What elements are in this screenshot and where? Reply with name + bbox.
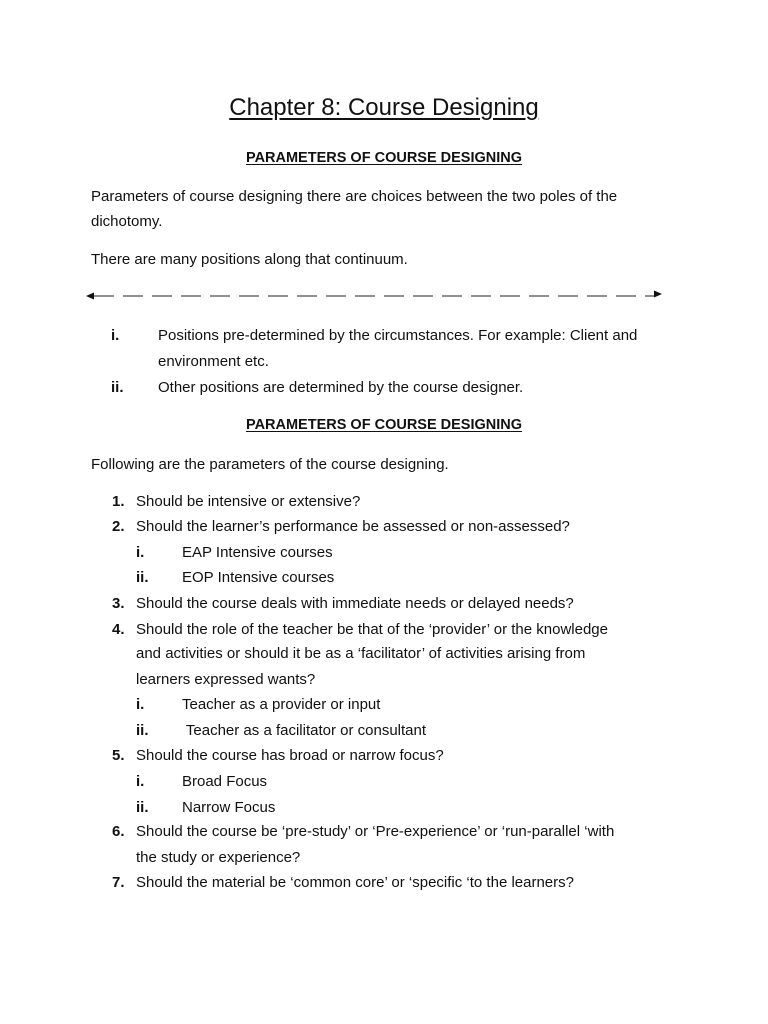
sub-item: EAP Intensive courses (182, 544, 333, 561)
list-item: Should the role of the teacher be that of the ‘provider’ or the knowledge (136, 621, 608, 638)
list-item-number: 5. (112, 747, 125, 764)
right-arrowhead-icon (654, 291, 662, 298)
continuum-paragraph: There are many positions along that continuum. (91, 251, 408, 268)
list-item-number: 6. (112, 823, 125, 840)
sub-item-marker: ii. (136, 722, 149, 739)
position-text: Other positions are determined by the course designer. (158, 379, 524, 396)
sub-item: Narrow Focus (182, 799, 276, 816)
page-title: Chapter 8: Course Designing (229, 94, 539, 121)
sub-item: Broad Focus (182, 773, 268, 790)
position-marker: i. (111, 327, 120, 344)
sub-item-marker: i. (136, 544, 145, 561)
continuum-arrow-diagram (86, 288, 666, 304)
list-item-number: 7. (112, 874, 125, 891)
list-item-number: 2. (112, 518, 125, 535)
position-text-continued: environment etc. (158, 353, 269, 370)
section-heading-2: PARAMETERS OF COURSE DESIGNING (245, 417, 523, 433)
list-item: Should the course be ‘pre-study’ or ‘Pre-experience’ or ‘run-parallel ‘with (136, 823, 615, 840)
list-item-continued: learners expressed wants? (136, 671, 316, 688)
list-item: Should the course has broad or narrow focus? (136, 747, 444, 764)
list-item: Should the learner’s performance be assessed or non-assessed? (136, 518, 570, 535)
list-item: Should be intensive or extensive? (136, 493, 361, 510)
sub-item-marker: ii. (136, 799, 149, 816)
list-item-number: 4. (112, 621, 125, 638)
left-arrowhead-icon (86, 293, 94, 300)
sub-item-marker: ii. (136, 569, 149, 586)
sub-item-marker: i. (136, 696, 145, 713)
list-item: Should the course deals with immediate needs or delayed needs? (136, 595, 574, 612)
list-item-number: 3. (112, 595, 125, 612)
position-marker: ii. (111, 379, 124, 396)
position-text: Positions pre-determined by the circumstances. For example: Client and (158, 327, 638, 344)
list-item: Should the material be ‘common core’ or ‘specific ‘to the learners? (136, 874, 574, 891)
intro-paragraph: Parameters of course designing there are choices between the two poles of the dichotomy. (91, 188, 618, 230)
parameters-intro: Following are the parameters of the course designing. (91, 456, 449, 473)
list-item-continued: the study or experience? (136, 849, 301, 866)
sub-item: EOP Intensive courses (182, 569, 335, 586)
sub-item: Teacher as a provider or input (182, 696, 381, 713)
sub-item: Teacher as a facilitator or consultant (182, 722, 427, 739)
sub-item-marker: i. (136, 773, 145, 790)
list-item-continued: and activities or should it be as a ‘facilitator’ of activities arising from (136, 645, 586, 662)
section-heading-1: PARAMETERS OF COURSE DESIGNING (245, 150, 523, 166)
list-item-number: 1. (112, 493, 125, 510)
